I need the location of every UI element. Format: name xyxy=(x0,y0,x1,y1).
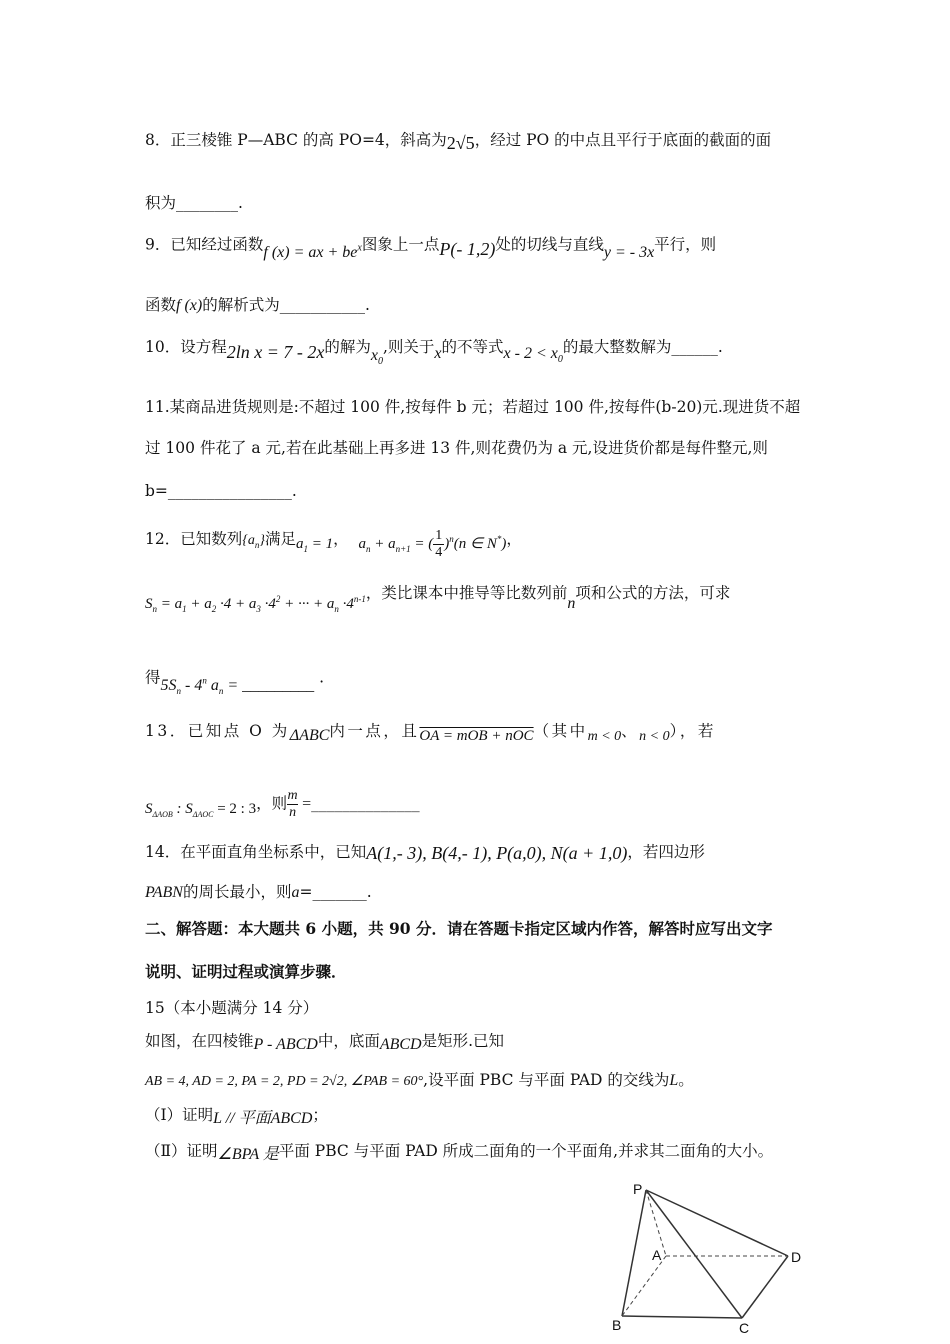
q12-text: ，类比课本中推导等比数列前 xyxy=(365,584,568,602)
question-13-line-2 xyxy=(145,788,810,822)
question-12-line-1 xyxy=(145,524,810,561)
q12-n: n xyxy=(567,595,576,612)
label-a: A xyxy=(652,1247,662,1263)
q15-text: 是矩形.已知 xyxy=(421,1032,505,1050)
q13-area: S xyxy=(145,800,153,817)
section-2-heading-line-2: 说明、证明过程或演算步骤． xyxy=(145,962,347,981)
q12-sn-sub: n xyxy=(152,604,157,614)
q9-text: 图象上一点 xyxy=(361,235,440,254)
q12-term: = a xyxy=(157,596,183,612)
q12-a1-sub: 1 xyxy=(303,544,308,554)
question-14-line-1 xyxy=(145,840,810,863)
q13-n-cond: n < 0 xyxy=(639,729,670,744)
q12-star: * xyxy=(496,534,502,544)
q10-x0-sub: 0 xyxy=(377,356,383,368)
q9-point: P(- 1,2) xyxy=(439,239,496,260)
question-12-line-2 xyxy=(145,578,810,614)
q13-text: 内一点，且 xyxy=(329,722,420,740)
q12-an1: + a xyxy=(370,536,396,552)
q12-eq: = ( xyxy=(410,536,434,552)
label-b: B xyxy=(612,1317,622,1333)
q13-m-cond: m < 0 xyxy=(587,729,622,744)
q15-line-l: L xyxy=(669,1072,679,1089)
q8-answer-blank: 积为________. xyxy=(145,194,243,212)
q14-answer-blank: =_______. xyxy=(299,883,372,901)
q13-text: （其中 xyxy=(533,722,588,740)
q12-text: 得 xyxy=(145,668,161,687)
q12-answer-sub: n xyxy=(218,686,224,697)
question-15-part-1 xyxy=(145,1104,810,1127)
q8-text: ，经过 PO 的中点且平行于底面的截面的面 xyxy=(474,131,772,149)
q8-slant-height: 2√5 xyxy=(446,133,475,153)
edge-bc xyxy=(622,1316,742,1318)
q12-answer-sup: n xyxy=(202,676,207,686)
question-11-line-1: 11.某商品进货规则是:不超过 100 件,按每件 b 元；若超过 100 件,按每件(b-20)元.现进货不超 xyxy=(145,398,801,416)
q9-answer-blank: 的解析式为___________. xyxy=(202,296,370,314)
q14-text: ，若四边形 xyxy=(627,843,705,861)
label-c: C xyxy=(739,1320,750,1336)
q15-part2-angle: ∠BPA 是 xyxy=(217,1146,279,1163)
q13-area-sub: ΔAOB xyxy=(152,809,173,819)
q15-base: ABCD xyxy=(379,1036,422,1053)
q12-term: ·4 + a xyxy=(216,596,257,612)
q12-exp: n xyxy=(449,534,454,544)
q12-seq-end: } xyxy=(259,533,265,548)
q15-conditions: AB = 4, AD = 2, PA = 2, PD = 2√2, ∠PAB = 60° xyxy=(145,1074,424,1089)
q13-fraction xyxy=(287,788,298,821)
q12-text: ， xyxy=(333,530,349,548)
q12-text: 12．已知数列 xyxy=(145,530,243,548)
q10-x: x xyxy=(434,345,442,362)
q15-part2-label: （Ⅱ）证明 xyxy=(145,1142,218,1160)
q13-area-sub: ΔAOC xyxy=(192,809,214,819)
q13-text: ），若 xyxy=(669,722,716,740)
q15-pyramid: P - ABCD xyxy=(253,1036,318,1053)
section-2-heading-line-1: 二、解答题：本大题共 6 小题，共 90 分．请在答题卡指定区域内作答，解答时应写出文字 xyxy=(145,919,773,938)
q13-text: 、 xyxy=(621,722,640,740)
q12-answer-blank: = _________ xyxy=(223,677,315,695)
q15-text: ,设平面 PBC 与平面 PAD 的交线为 xyxy=(423,1071,670,1089)
q12-sn: S xyxy=(145,596,153,612)
q12-a1: a xyxy=(295,536,304,552)
q12-paren: ) xyxy=(444,536,450,552)
q13-answer-blank: ______________ xyxy=(311,794,420,813)
q13-frac-den: n xyxy=(289,805,297,820)
q14-points: A(1,- 3), B(4,- 1), P(a,0), N(a + 1,0) xyxy=(366,843,628,863)
question-15-part-2 xyxy=(145,1140,810,1163)
q12-fraction xyxy=(433,528,444,561)
question-8-line-1 xyxy=(145,128,810,151)
question-11-line-3: b=________________. xyxy=(145,482,297,500)
q12-frac-den: 4 xyxy=(435,545,443,561)
question-15-line-1 xyxy=(145,1030,810,1053)
q12-text: . xyxy=(314,668,324,687)
q12-term: ·4 xyxy=(338,596,354,612)
q14-text: 14．在平面直角坐标系中，已知 xyxy=(145,843,367,861)
q12-answer-sub: n xyxy=(176,686,182,697)
q10-answer-blank: 的最大整数解为______. xyxy=(562,338,723,356)
q14-text: 的周长最小，则 xyxy=(182,883,292,901)
q10-text: 的解为 xyxy=(324,338,371,356)
label-d: D xyxy=(791,1249,802,1265)
q12-an: a xyxy=(358,536,366,552)
q12-a1-val: = 1 xyxy=(307,536,334,552)
q10-inequality: x - 2 < x xyxy=(503,345,558,362)
q12-seq: {a xyxy=(242,533,255,548)
q9-function-exp: x xyxy=(357,243,362,254)
q12-paren-close: ) xyxy=(501,536,507,552)
q14-quadrilateral: PABN xyxy=(145,884,183,901)
q9-text: 处的切线与直线 xyxy=(495,235,604,254)
q10-equation: 2ln x = 7 - 2x xyxy=(226,342,325,362)
q12-text: 项和公式的方法，可求 xyxy=(575,584,731,602)
edge-cd xyxy=(742,1256,788,1318)
q12-term-sub: n xyxy=(334,604,339,614)
q9-text: 9．已知经过函数 xyxy=(145,235,264,254)
q10-text: ,则关于 xyxy=(382,338,435,356)
q12-answer-expr: a xyxy=(206,677,219,695)
q12-an-sub: n xyxy=(365,544,371,554)
q12-term-sup: n-1 xyxy=(353,594,366,604)
edge-ab-hidden xyxy=(622,1256,666,1316)
question-9-line-2 xyxy=(145,294,810,317)
question-8-line-2 xyxy=(145,192,810,214)
edge-pd xyxy=(646,1190,788,1256)
q12-an1-sub: n+1 xyxy=(395,544,411,554)
q15-text: 平面 PBC 与平面 PAD 所成二面角的一个平面角,并求其二面角的大小。 xyxy=(278,1142,774,1160)
q9-text: 平行，则 xyxy=(654,235,717,254)
q13-vector-eq: OA = mOB + nOC xyxy=(419,728,534,744)
q12-frac-num: 1 xyxy=(435,528,443,544)
q12-term-sub: 3 xyxy=(256,604,261,614)
q13-text: 13．已知点 O 为 xyxy=(145,722,290,740)
question-9-line-1 xyxy=(145,230,810,262)
q9-line: y = - 3x xyxy=(603,244,655,262)
question-14-line-2 xyxy=(145,881,810,904)
question-12-line-3 xyxy=(145,662,810,695)
q12-answer-expr: 5S xyxy=(160,677,177,695)
label-p: P xyxy=(633,1181,643,1197)
q9-fx: f (x) xyxy=(176,297,203,314)
q10-inequality-sub: 0 xyxy=(557,354,563,366)
q9-function xyxy=(263,244,361,261)
q14-a: a xyxy=(291,884,300,901)
q12-term: + ··· + a xyxy=(280,596,335,612)
q12-answer-expr: - 4 xyxy=(181,677,203,695)
q13-eq: = xyxy=(298,795,312,813)
q15-text: 。 xyxy=(678,1071,694,1089)
q12-seq-sub: n xyxy=(254,539,260,550)
q12-term-sub: 1 xyxy=(182,604,187,614)
question-15-header: 15（本小题满分 14 分） xyxy=(145,999,319,1017)
q10-text: 10．设方程 xyxy=(145,338,227,356)
q8-text: 8．正三棱锥 P—ABC 的高 PO=4，斜高为 xyxy=(145,131,447,149)
q15-part1-claim: L // 平面ABCD xyxy=(213,1110,313,1127)
q12-text: 满足 xyxy=(264,530,296,548)
question-15-line-2 xyxy=(145,1069,810,1093)
q13-area: : S xyxy=(172,800,193,817)
q15-text: ； xyxy=(312,1106,328,1124)
q13-triangle: ΔABC xyxy=(289,727,330,744)
q12-domain: (n ∈ N xyxy=(453,536,497,552)
q12-term: + a xyxy=(186,596,212,612)
q15-text: 如图，在四棱锥 xyxy=(145,1032,254,1050)
q13-text: ，则 xyxy=(256,794,288,813)
q12-term-sup: 2 xyxy=(275,594,281,604)
edge-pb xyxy=(622,1190,646,1316)
q10-x0: x xyxy=(370,347,378,364)
q9-function-body: f (x) = ax + be xyxy=(263,244,358,262)
pyramid-figure xyxy=(600,1178,820,1338)
q15-part1-label: （Ⅰ）证明 xyxy=(145,1106,214,1124)
question-13-line-1 xyxy=(145,720,810,744)
question-11-line-2: 过 100 件花了 a 元,若在此基础上再多进 13 件,则花费仍为 a 元,设进货价都是每件整元,则 xyxy=(145,439,768,457)
q9-text: 函数 xyxy=(145,296,177,314)
q15-text: 中，底面 xyxy=(317,1032,380,1050)
q12-term: ·4 xyxy=(260,596,276,612)
q10-text: 的不等式 xyxy=(441,338,504,356)
question-10 xyxy=(145,335,810,368)
q13-frac-num: m xyxy=(287,788,298,803)
q12-text: ， xyxy=(506,530,522,548)
q13-ratio: = 2 : 3 xyxy=(213,800,257,817)
q12-term-sub: 2 xyxy=(211,604,217,614)
